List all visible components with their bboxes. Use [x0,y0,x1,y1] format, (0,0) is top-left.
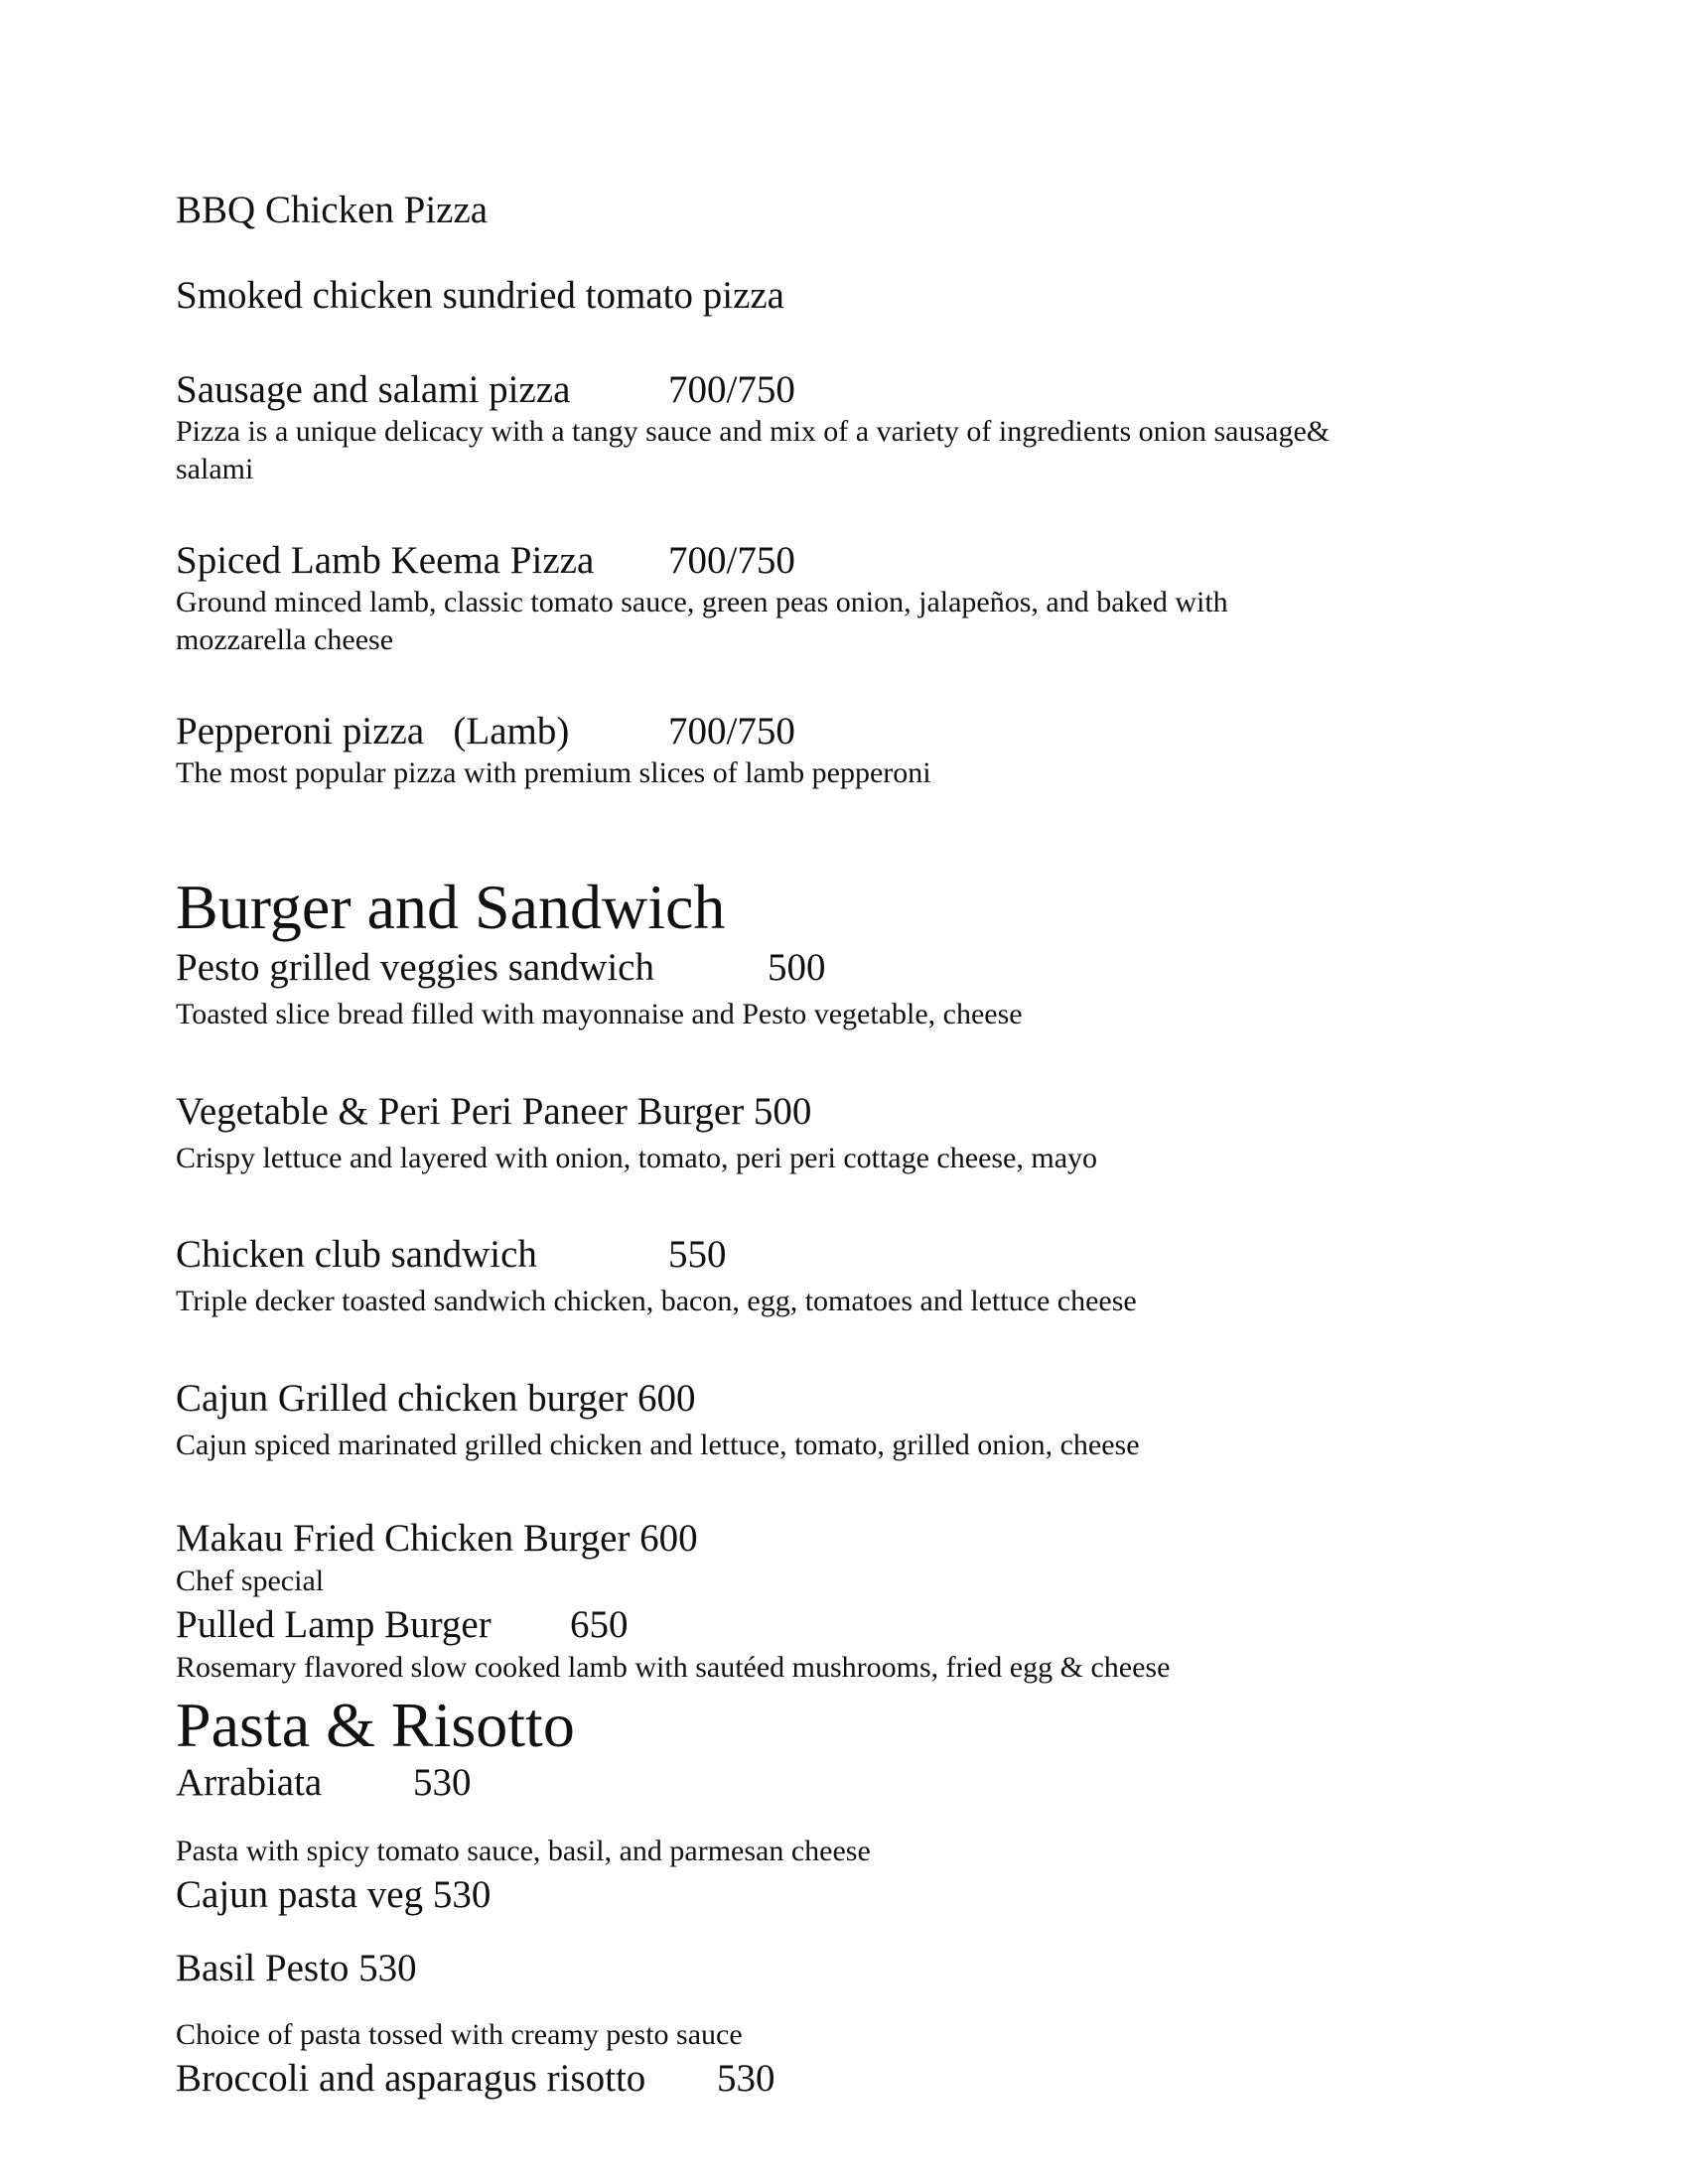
item-name-smoked-chicken-pizza: Smoked chicken sundried tomato pizza [176,274,784,317]
item-name-spiced-lamb-keema-pizza: Spiced Lamb Keema Pizza [176,539,595,582]
item-desc-spiced-lamb-keema-pizza-line2: mozzarella cheese [176,623,394,656]
item-name-arrabiata: Arrabiata [176,1761,323,1804]
item-price-spiced-lamb-keema-pizza: 700/750 [668,539,795,582]
item-name-pesto-veggies-sandwich: Pesto grilled veggies sandwich [176,946,654,989]
item-price-pepperoni-pizza: 700/750 [668,710,795,752]
item-price-sausage-salami-pizza: 700/750 [668,368,795,411]
item-name-pulled-lamp-burger: Pulled Lamp Burger [176,1603,492,1646]
section-heading-burger-sandwich: Burger and Sandwich [176,872,726,942]
item-name-broccoli-asparagus-risotto: Broccoli and asparagus risotto [176,2057,646,2100]
item-desc-sausage-salami-pizza-line2: salami [176,453,254,485]
item-name-peri-peri-paneer-burger: Vegetable & Peri Peri Paneer Burger 500 [176,1090,812,1133]
item-desc-pepperoni-pizza: The most popular pizza with premium slices of lamb pepperoni [176,756,931,789]
item-name-chicken-club-sandwich: Chicken club sandwich [176,1233,537,1276]
item-price-pulled-lamp-burger: 650 [570,1603,629,1646]
item-desc-sausage-salami-pizza-line1: Pizza is a unique delicacy with a tangy sauce and mix of a variety of ingredients onion sausage& [176,415,1331,448]
item-name-cajun-chicken-burger: Cajun Grilled chicken burger 600 [176,1377,696,1420]
item-name-makau-fried-chicken-burger: Makau Fried Chicken Burger 600 [176,1517,698,1560]
item-name-basil-pesto: Basil Pesto 530 [176,1947,417,1989]
item-desc-pulled-lamp-burger: Rosemary flavored slow cooked lamb with sautéed mushrooms, fried egg & cheese [176,1651,1171,1684]
item-price-chicken-club-sandwich: 550 [668,1233,727,1276]
item-desc-spiced-lamb-keema-pizza-line1: Ground minced lamb, classic tomato sauce, green peas onion, jalapeños, and baked with [176,586,1228,618]
item-desc-chicken-club-sandwich: Triple decker toasted sandwich chicken, bacon, egg, tomatoes and lettuce cheese [176,1285,1137,1317]
item-desc-cajun-chicken-burger: Cajun spiced marinated grilled chicken and lettuce, tomato, grilled onion, cheese [176,1429,1140,1461]
item-desc-basil-pesto: Choice of pasta tossed with creamy pesto sauce [176,2018,743,2051]
item-name-pepperoni-pizza: Pepperoni pizza (Lamb) [176,710,570,752]
item-desc-arrabiata: Pasta with spicy tomato sauce, basil, and parmesan cheese [176,1835,871,1867]
item-price-broccoli-asparagus-risotto: 530 [717,2057,775,2100]
item-desc-makau-fried-chicken-burger: Chef special [176,1565,325,1597]
item-name-sausage-salami-pizza: Sausage and salami pizza [176,368,571,411]
item-price-pesto-veggies-sandwich: 500 [768,946,826,989]
section-heading-pasta-risotto: Pasta & Risotto [176,1690,575,1760]
item-name-bbq-chicken-pizza: BBQ Chicken Pizza [176,189,489,231]
item-price-arrabiata: 530 [413,1761,472,1804]
item-name-cajun-pasta-veg: Cajun pasta veg 530 [176,1873,492,1916]
item-desc-pesto-veggies-sandwich: Toasted slice bread filled with mayonnaise and Pesto vegetable, cheese [176,998,1023,1030]
item-desc-peri-peri-paneer-burger: Crispy lettuce and layered with onion, tomato, peri peri cottage cheese, mayo [176,1142,1098,1174]
